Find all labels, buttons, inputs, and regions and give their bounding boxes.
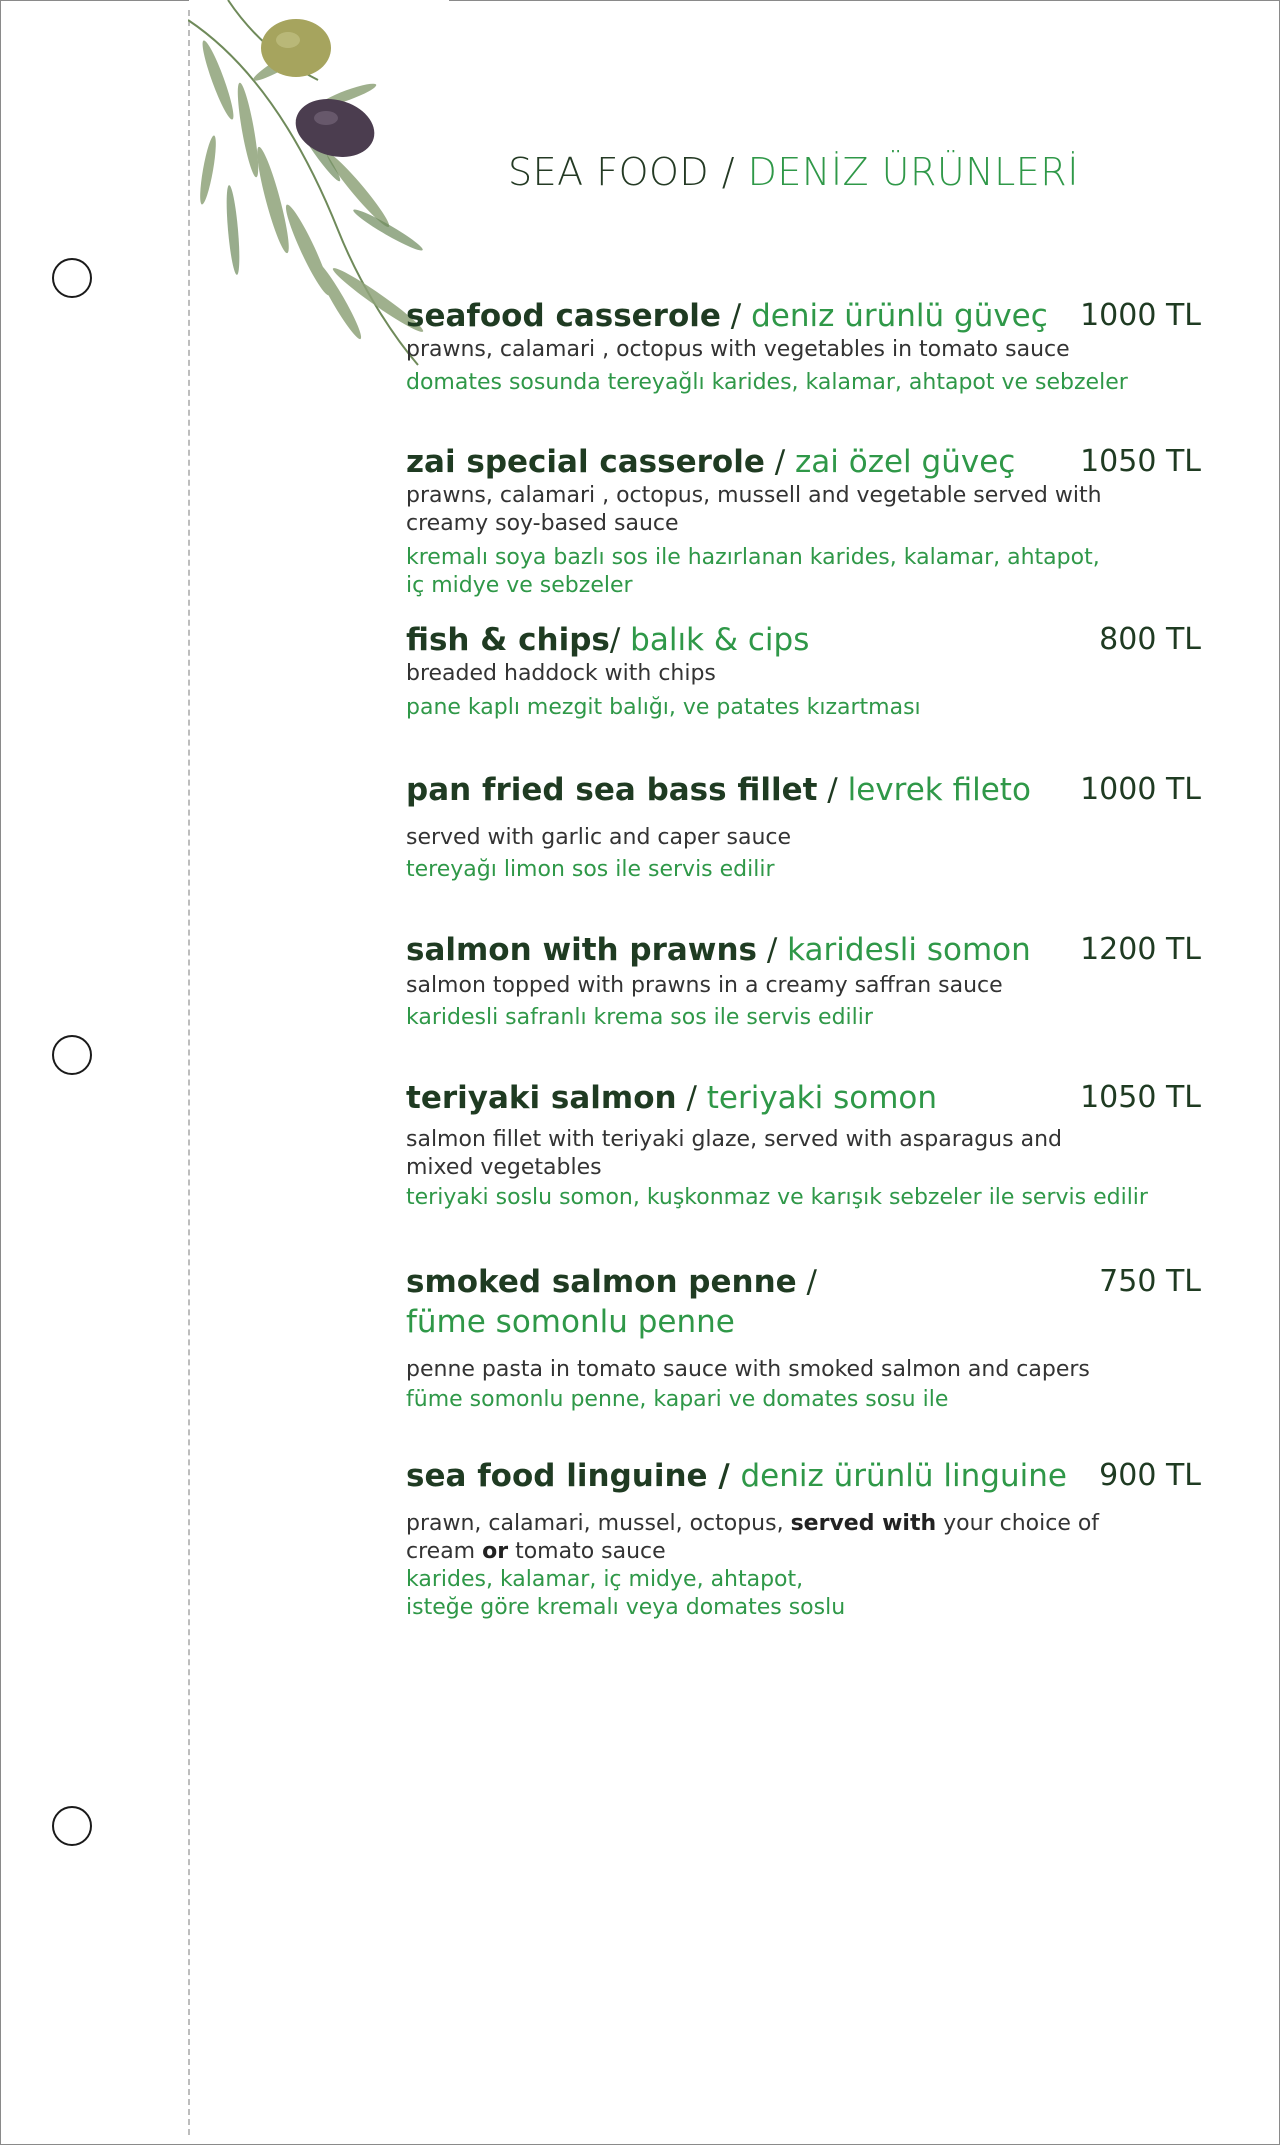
dish-name-english: fish & chips — [406, 622, 610, 658]
menu-item-seafood-casserole — [406, 296, 1201, 397]
dish-description-turkish: kremalı soya bazlı sos ile hazırlanan karides, kalamar, ahtapot, — [406, 545, 1100, 570]
description-emphasis: served with — [790, 1511, 937, 1536]
dish-description-english: penne pasta in tomato sauce with smoked salmon and capers — [406, 1357, 1090, 1382]
dish-name-english: seafood casserole — [406, 298, 721, 334]
description-text: cream — [406, 1539, 483, 1564]
dish-name-turkish: karidesli somon — [787, 932, 1031, 968]
dish-description-english: prawns, calamari , octopus with vegetables in tomato sauce — [406, 337, 1070, 362]
dish-price: 800 TL — [1099, 622, 1201, 657]
menu-item-pan-fried-sea-bass-fillet — [406, 770, 1201, 884]
menu-item-heading — [406, 296, 1201, 336]
dish-name-english: pan fried sea bass fillet — [406, 772, 818, 808]
dish-name-separator: / — [817, 772, 848, 808]
dish-name-separator: / — [720, 298, 752, 334]
dish-name-english: smoked salmon penne — [406, 1264, 797, 1300]
binder-hole-bottom — [52, 1806, 92, 1846]
menu-item-zai-special-casserole — [406, 442, 1201, 600]
dish-description-english: breaded haddock with chips — [406, 661, 716, 686]
menu-item-heading — [406, 930, 1201, 970]
dish-price: 1050 TL — [1080, 444, 1201, 479]
dish-price: 750 TL — [1099, 1264, 1201, 1299]
dish-description-turkish: karides, kalamar, iç midye, ahtapot, — [406, 1567, 804, 1592]
dish-description-turkish: karidesli safranlı krema sos ile servis edilir — [406, 1005, 873, 1030]
dish-description-turkish: domates sosunda tereyağlı karides, kalamar, ahtapot ve sebzeler — [406, 370, 1128, 395]
title-separator: / — [721, 150, 736, 194]
dish-description-english: served with garlic and caper sauce — [406, 825, 792, 850]
dish-description-turkish: tereyağı limon sos ile servis edilir — [406, 857, 775, 882]
description-text: prawn, calamari, mussel, octopus, — [406, 1511, 791, 1536]
dish-description-english: mixed vegetables — [406, 1155, 602, 1180]
dish-description-turkish: füme somonlu penne, kapari ve domates sosu ile — [406, 1387, 949, 1412]
dish-price: 900 TL — [1099, 1458, 1201, 1493]
dish-name-separator: / — [796, 1264, 817, 1300]
binder-hole-middle — [52, 1035, 92, 1075]
menu-item-heading — [406, 620, 1201, 660]
dish-name-turkish: levrek fileto — [847, 772, 1031, 808]
menu-item-heading — [406, 1078, 1201, 1118]
dish-name-turkish: deniz ürünlü linguine — [740, 1458, 1067, 1494]
dish-name-turkish: zai özel güveç — [795, 444, 1016, 480]
menu-item-teriyaki-salmon — [406, 1078, 1201, 1212]
menu-item-heading — [406, 1456, 1201, 1496]
dish-price: 1000 TL — [1080, 298, 1201, 333]
dish-price: 1000 TL — [1080, 772, 1201, 807]
dish-name-separator: / — [764, 444, 796, 480]
dish-name-turkish: balık & cips — [630, 622, 810, 658]
title-english: SEA FOOD — [508, 150, 710, 194]
dish-description-english: prawns, calamari , octopus, mussell and vegetable served with — [406, 483, 1102, 508]
dish-name-separator: / — [756, 932, 788, 968]
dish-description-turkish: pane kaplı mezgit balığı, ve patates kızartması — [406, 695, 921, 720]
menu-item-smoked-salmon-penne — [406, 1262, 1201, 1414]
menu-item-sea-food-linguine — [406, 1456, 1201, 1622]
dish-name-separator: / — [609, 622, 631, 658]
dish-name-turkish: teriyaki somon — [706, 1080, 938, 1116]
dish-name-english: sea food linguine — [406, 1458, 708, 1494]
dish-name-turkish: deniz ürünlü güveç — [751, 298, 1048, 334]
menu-item-heading — [406, 770, 1201, 810]
dish-description-english — [406, 1538, 1201, 1566]
menu-item-heading — [406, 442, 1201, 482]
menu-item-heading — [406, 1262, 1201, 1302]
dish-name-separator: / — [707, 1458, 741, 1494]
title-turkish: DENİZ ÜRÜNLERİ — [747, 150, 1079, 194]
page-title — [508, 150, 1079, 194]
description-emphasis: or — [482, 1539, 509, 1564]
menu-item-heading-second-line — [406, 1302, 1201, 1342]
dish-description-turkish: iç midye ve sebzeler — [406, 573, 633, 598]
dish-name-separator: / — [676, 1080, 707, 1116]
dish-name-english: teriyaki salmon — [406, 1080, 677, 1116]
dish-name-english: salmon with prawns — [406, 932, 757, 968]
dish-description-english: salmon fillet with teriyaki glaze, served with asparagus and — [406, 1127, 1062, 1152]
description-text: tomato sauce — [508, 1539, 666, 1564]
description-text: your choice of — [936, 1511, 1100, 1536]
dish-description-english: creamy soy-based sauce — [406, 511, 679, 536]
dish-price: 1200 TL — [1080, 932, 1201, 967]
menu-item-fish-and-chips — [406, 620, 1201, 722]
dish-name-turkish: füme somonlu penne — [406, 1304, 735, 1340]
dish-price: 1050 TL — [1080, 1080, 1201, 1115]
menu-item-salmon-with-prawns — [406, 930, 1201, 1032]
dish-description-english: salmon topped with prawns in a creamy saffran sauce — [406, 973, 1003, 998]
dish-description-turkish: teriyaki soslu somon, kuşkonmaz ve karışık sebzeler ile servis edilir — [406, 1185, 1148, 1210]
dish-description-english — [406, 1510, 1201, 1538]
binder-hole-top — [52, 258, 92, 298]
dish-name-english: zai special casserole — [406, 444, 765, 480]
dish-description-turkish: isteğe göre kremalı veya domates soslu — [406, 1595, 846, 1620]
